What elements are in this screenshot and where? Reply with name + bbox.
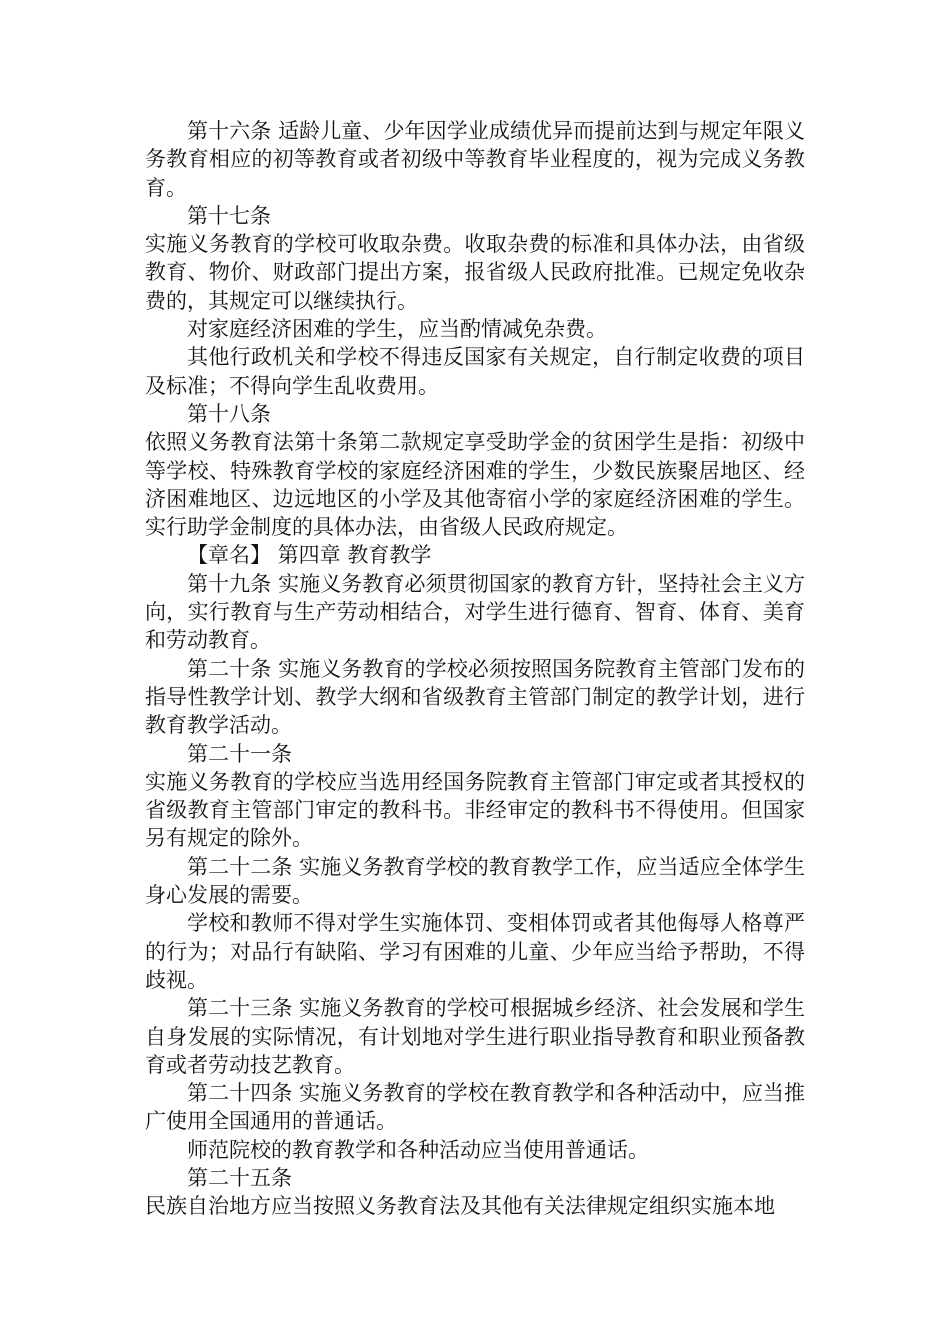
article-21-heading: 第二十一条: [187, 741, 292, 766]
article-17-heading: 第十七条: [187, 203, 271, 228]
article-25-heading: 第二十五条: [187, 1165, 292, 1190]
document-body: [145, 117, 805, 1221]
chapter-4-heading: 【章名】 第四章 教育教学: [187, 543, 432, 568]
article-19-paragraph: 第十九条 实施义务教育必须贯彻国家的教育方针，坚持社会主义方向，实行教育与生产劳动相结合，对学生进行德育、智育、体育、美育和劳动教育。: [145, 571, 805, 653]
article-18-paragraph: 依照义务教育法第十条第二款规定享受助学金的贫困学生是指：初级中等学校、特殊教育学校的家庭经济困难的学生，少数民族聚居地区、经济困难地区、边远地区的小学及其他寄宿小学的家庭经济困难的学生。实行助学金制度的具体办法，由省级人民政府规定。: [145, 430, 805, 540]
article-22-paragraph: 第二十二条 实施义务教育学校的教育教学工作，应当适应全体学生身心发展的需要。: [145, 854, 805, 908]
article-18-heading: 第十八条: [187, 401, 271, 426]
article-17-paragraph: 实施义务教育的学校可收取杂费。收取杂费的标准和具体办法，由省级教育、物价、财政部门提出方案，报省级人民政府批准。已规定免收杂费的，其规定可以继续执行。: [145, 232, 805, 313]
fee-prohibition-paragraph: 其他行政机关和学校不得违反国家有关规定，自行制定收费的项目及标准；不得向学生乱收费用。: [145, 345, 805, 398]
normal-schools-paragraph: 师范院校的教育教学和各种活动应当使用普通话。: [187, 1137, 649, 1162]
article-16-paragraph: 第十六条 适龄儿童、少年因学业成绩优异而提前达到与规定年限义务教育相应的初等教育或者初级中等教育毕业程度的，视为完成义务教育。: [145, 119, 805, 200]
article-20-paragraph: 第二十条 实施义务教育的学校必须按照国务院教育主管部门发布的指导性教学计划、教学大纲和省级教育主管部门制定的教学计划，进行教育教学活动。: [145, 656, 805, 738]
fee-reduction-paragraph: 对家庭经济困难的学生，应当酌情减免杂费。: [187, 317, 607, 342]
article-25-paragraph: 民族自治地方应当按照义务教育法及其他有关法律规定组织实施本地: [145, 1194, 775, 1219]
article-23-paragraph: 第二十三条 实施义务教育的学校可根据城乡经济、社会发展和学生自身发展的实际情况，有计划地对学生进行职业指导教育和职业预备教育或者劳动技艺教育。: [145, 996, 805, 1077]
article-24-paragraph: 第二十四条 实施义务教育的学校在教育教学和各种活动中，应当推广使用全国通用的普通话。: [145, 1081, 805, 1134]
no-corporal-punishment-paragraph: 学校和教师不得对学生实施体罚、变相体罚或者其他侮辱人格尊严的行为；对品行有缺陷、学习有困难的儿童、少年应当给予帮助，不得歧视。: [145, 911, 805, 992]
article-21-paragraph: 实施义务教育的学校应当选用经国务院教育主管部门审定或者其授权的省级教育主管部门审定的教科书。非经审定的教科书不得使用。但国家另有规定的除外。: [145, 769, 805, 851]
